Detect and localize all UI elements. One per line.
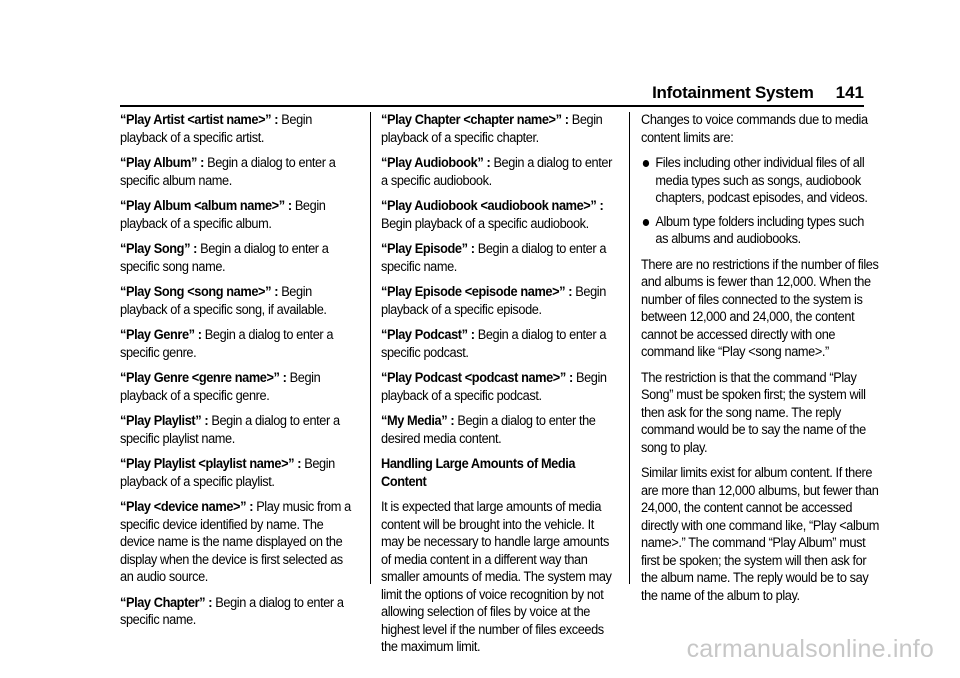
command-entry (120, 499, 354, 587)
command-description: Begin playback of a specific audiobook. (381, 215, 589, 232)
command-entry (381, 413, 617, 448)
command-description: Begin a dialog to enter a specific podcast. (381, 327, 607, 361)
command-entry (120, 413, 354, 448)
command-description: Begin playback of a specific song, if available. (120, 284, 327, 318)
header-rule (120, 105, 864, 107)
command-entry (381, 241, 617, 276)
command-description: Begin a dialog to enter a specific audiobook. (381, 155, 612, 189)
bullet-item (641, 155, 880, 208)
command-entry (120, 370, 354, 405)
column-middle (381, 112, 617, 665)
body-paragraph: Similar limits exist for album content. If there are more than 12,000 albums, but fewer than 24,000, the content cannot be accessed directly with one command like, “Play <album name>.” The command “Play Album” must first be spoken; the system will then ask for the album name. The reply would be to say the name of the album to play. (641, 465, 880, 604)
command-term: “Play Album <album name>” : (120, 198, 292, 214)
command-term: “Play Song <song name>” : (120, 284, 279, 300)
command-description: Play music from a specific device identified by name. The device name is the name displayed on the display when the device is first selected as an audio source. (120, 499, 351, 585)
command-entry (381, 284, 617, 319)
command-description: Begin a dialog to enter a specific song name. (120, 241, 329, 275)
command-entry (381, 327, 617, 362)
bullet-icon (643, 219, 649, 226)
command-term: “My Media” : (381, 413, 455, 429)
command-description: Begin playback of a specific genre. (120, 370, 321, 404)
command-entry (120, 155, 354, 190)
command-term: “Play Playlist <playlist name>” : (120, 456, 302, 472)
body-paragraph: There are no restrictions if the number of files and albums is fewer than 12,000. When the number of files connected to the system is between 12,000 and 24,000, the content cannot be accessed directly with one command like “Play <song name>.” (641, 256, 879, 360)
command-description: Begin a dialog to enter a specific genre. (120, 327, 334, 361)
command-description: Begin a dialog to enter a specific name. (381, 241, 607, 275)
command-entry (381, 198, 617, 233)
command-entry (381, 370, 617, 405)
command-description: Begin playback of a specific playlist. (120, 456, 335, 490)
command-description: Begin playback of a specific album. (120, 198, 326, 232)
command-description: Begin a dialog to enter a specific name. (120, 594, 344, 628)
command-term: “Play Audiobook <audiobook name>” : (381, 198, 604, 214)
bullet-item (641, 214, 880, 249)
command-term: “Play Playlist” : (120, 413, 209, 429)
page-number: 141 (835, 83, 864, 102)
column-right (641, 112, 880, 613)
command-description: Begin a dialog to enter a specific playlist name. (120, 413, 340, 447)
section-body: It is expected that large amounts of media content will be brought into the vehicle. It may be necessary to handle large amounts of media content in a different way than smaller amounts of media. The system may limit the options of voice recognition by not allowing selection of files by voice at the highest level if the number of files exceeds the maximum limit. (381, 499, 612, 655)
command-term: “Play Episode” : (381, 241, 475, 257)
bullet-list (641, 155, 880, 249)
command-description: Begin playback of a specific episode. (381, 284, 606, 318)
command-term: “Play Album” : (120, 155, 204, 171)
command-term: “Play <device name>” : (120, 499, 254, 515)
command-description: Begin playback of a specific chapter. (381, 112, 603, 146)
command-term: “Play Podcast <podcast name>” : (381, 370, 573, 386)
command-entry (120, 327, 354, 362)
intro-paragraph: Changes to voice commands due to media content limits are: (641, 112, 868, 146)
command-entry (120, 241, 354, 276)
command-entry (120, 112, 354, 147)
command-term: “Play Chapter <chapter name>” : (381, 112, 569, 128)
command-term: “Play Audiobook” : (381, 155, 491, 171)
command-entry (381, 112, 617, 147)
bullet-text: Files including other individual files of all media types such as songs, audiobook chapters, podcast episodes, and videos. (655, 155, 868, 206)
body-paragraph: The restriction is that the command “Play Song” must be spoken first; the system will then ask for the song name. The reply command would be to say the name of the song to play. (641, 369, 866, 456)
column-divider (629, 112, 630, 584)
command-term: “Play Genre” : (120, 327, 202, 343)
column-left (120, 112, 354, 638)
page-header (652, 80, 864, 108)
section-heading: Handling Large Amounts of Media Content (381, 456, 576, 490)
command-term: “Play Genre <genre name>” : (120, 370, 287, 386)
command-description: Begin a dialog to enter a specific album name. (120, 155, 336, 189)
command-term: “Play Song” : (120, 241, 198, 257)
command-term: “Play Chapter” : (120, 594, 213, 611)
column-divider (370, 112, 371, 584)
bullet-text: Album type folders including types such as albums and audiobooks. (655, 213, 864, 247)
command-entry (120, 284, 354, 319)
command-entry (120, 595, 354, 630)
command-description: Begin a dialog to enter the desired media content. (381, 413, 596, 447)
command-term: “Play Episode <episode name>” : (381, 284, 573, 300)
command-entry (381, 155, 617, 190)
command-description: Begin playback of a specific podcast. (381, 370, 607, 404)
command-entry (120, 456, 354, 491)
bullet-icon (643, 160, 649, 167)
command-entry (120, 198, 354, 233)
command-term: “Play Artist <artist name>” : (120, 112, 279, 128)
section-title: Infotainment System (652, 83, 814, 102)
watermark-text: carmanualsonline.info (686, 635, 934, 663)
command-description: Begin playback of a specific artist. (120, 112, 312, 146)
command-term: “Play Podcast” : (381, 327, 475, 343)
